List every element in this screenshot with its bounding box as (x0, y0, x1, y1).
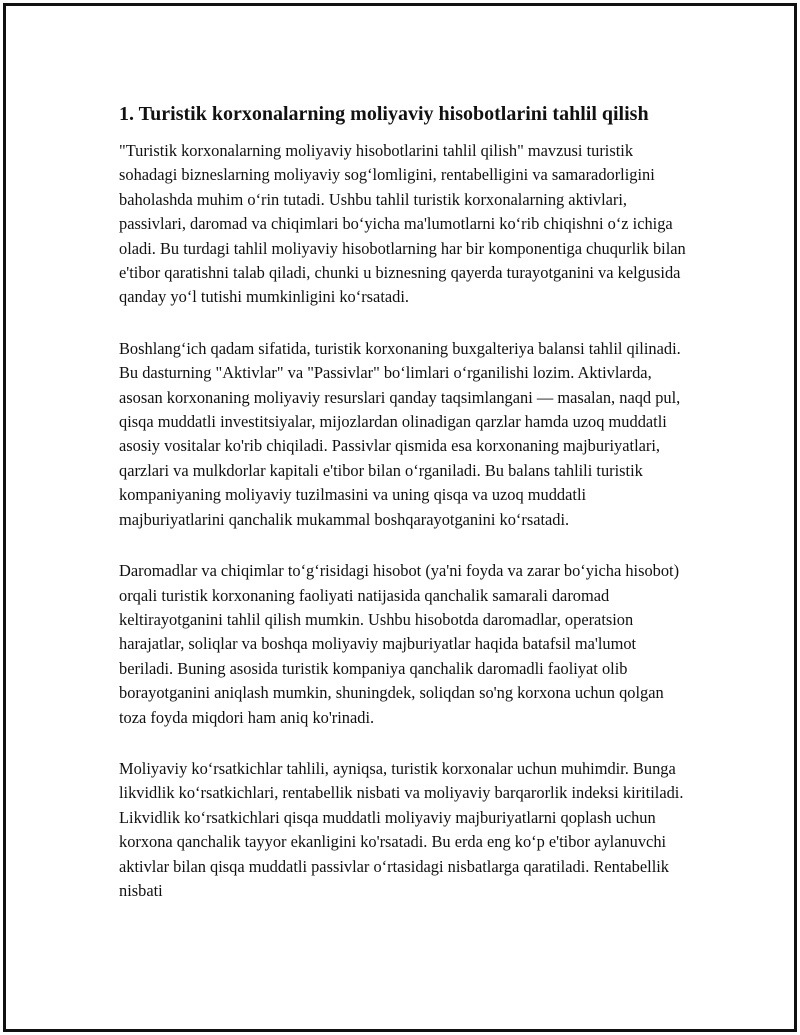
paragraph-3: Daromadlar va chiqimlar to‘g‘risidagi hisobot (ya'ni foyda va zarar bo‘yicha hisobot) orqali turistik korxonaning faoliyati natijasida qanchalik samarali daromad keltirayotganini tahlil qilish mumkin. Ushbu hisobotda daromadlar, operatsion harajatlar, soliqlar va boshqa moliyaviy majburiyatlar haqida batafsil ma'lumot beriladi. Buning asosida turistik kompaniya qanchalik daromadli faoliyat olib borayotganini aniqlash mumkin, shuningdek, soliqdan so'ng korxona uchun qolgan toza foyda miqdori ham aniq ko'rinadi. (119, 561, 680, 727)
page-frame (3, 3, 797, 1032)
document-body (119, 101, 694, 930)
paragraph-4: Moliyaviy ko‘rsatkichlar tahlili, ayniqsa, turistik korxonalar uchun muhimdir. Bunga likvidlik ko‘rsatkichlari, rentabellik nisbati va moliyaviy barqarorlik indeksi kiritiladi. Likvidlik ko‘rsatkichlari qisqa muddatli moliyaviy majburiyatlarni qoplash uchun korxona qanchalik tayyor ekanligini ko'rsatadi. Bu erda eng ko‘p e'tibor aylanuvchi aktivlar bilan qisqa muddatli passivlar o‘rtasidagi nisbatlarga qaratiladi. Rentabellik nisbati (119, 758, 684, 900)
paragraph-2: Boshlang‘ich qadam sifatida, turistik korxonaning buxgalteriya balansi tahlil qilinadi. Bu dasturning "Aktivlar" va "Passivlar" bo‘limlari o‘rganilishi lozim. Aktivlarda, asosan korxonaning moliyaviy resurslari qanday taqsimlangani — masalan, naqd pul, qisqa muddatli investitsiyalar, mijozlardan olinadigan qarzlar hamda uzoq muddatli asosiy vositalar ko'rib chiqiladi. Passivlar qismida esa korxonaning majburiyatlari, qarzlari va mulkdorlar kapitali e'tibor bilan o‘rganiladi. Bu balans tahlili turistik kompaniyaning moliyaviy tuzilmasini va uning qisqa va uzoq muddatli majburiyatlarini qanchalik mukammal boshqarayotganini ko‘rsatadi. (119, 338, 681, 529)
paragraph-1: "Turistik korxonalarning moliyaviy hisobotlarini tahlil qilish" mavzusi turistik sohadagi bizneslarning moliyaviy sog‘lomligini, rentabelligini va samaradorligini baholashda muhim o‘rin tutadi. Ushbu tahlil turistik korxonalarning aktivlari, passivlari, daromad va chiqimlari bo‘yicha ma'lumotlarni ko‘rib chiqishni o‘z ichiga oladi. Bu turdagi tahlil moliyaviy hisobotlarning har bir komponentiga chuqurlik bilan e'tibor qaratishni talab qiladi, chunki u biznesning qayerda turayotganini va kelgusida qanday yo‘l tutishi mumkinligini ko‘rsatadi. (119, 141, 686, 307)
document-title: 1. Turistik korxonalarning moliyaviy hisobotlarini tahlil qilish (119, 103, 649, 125)
